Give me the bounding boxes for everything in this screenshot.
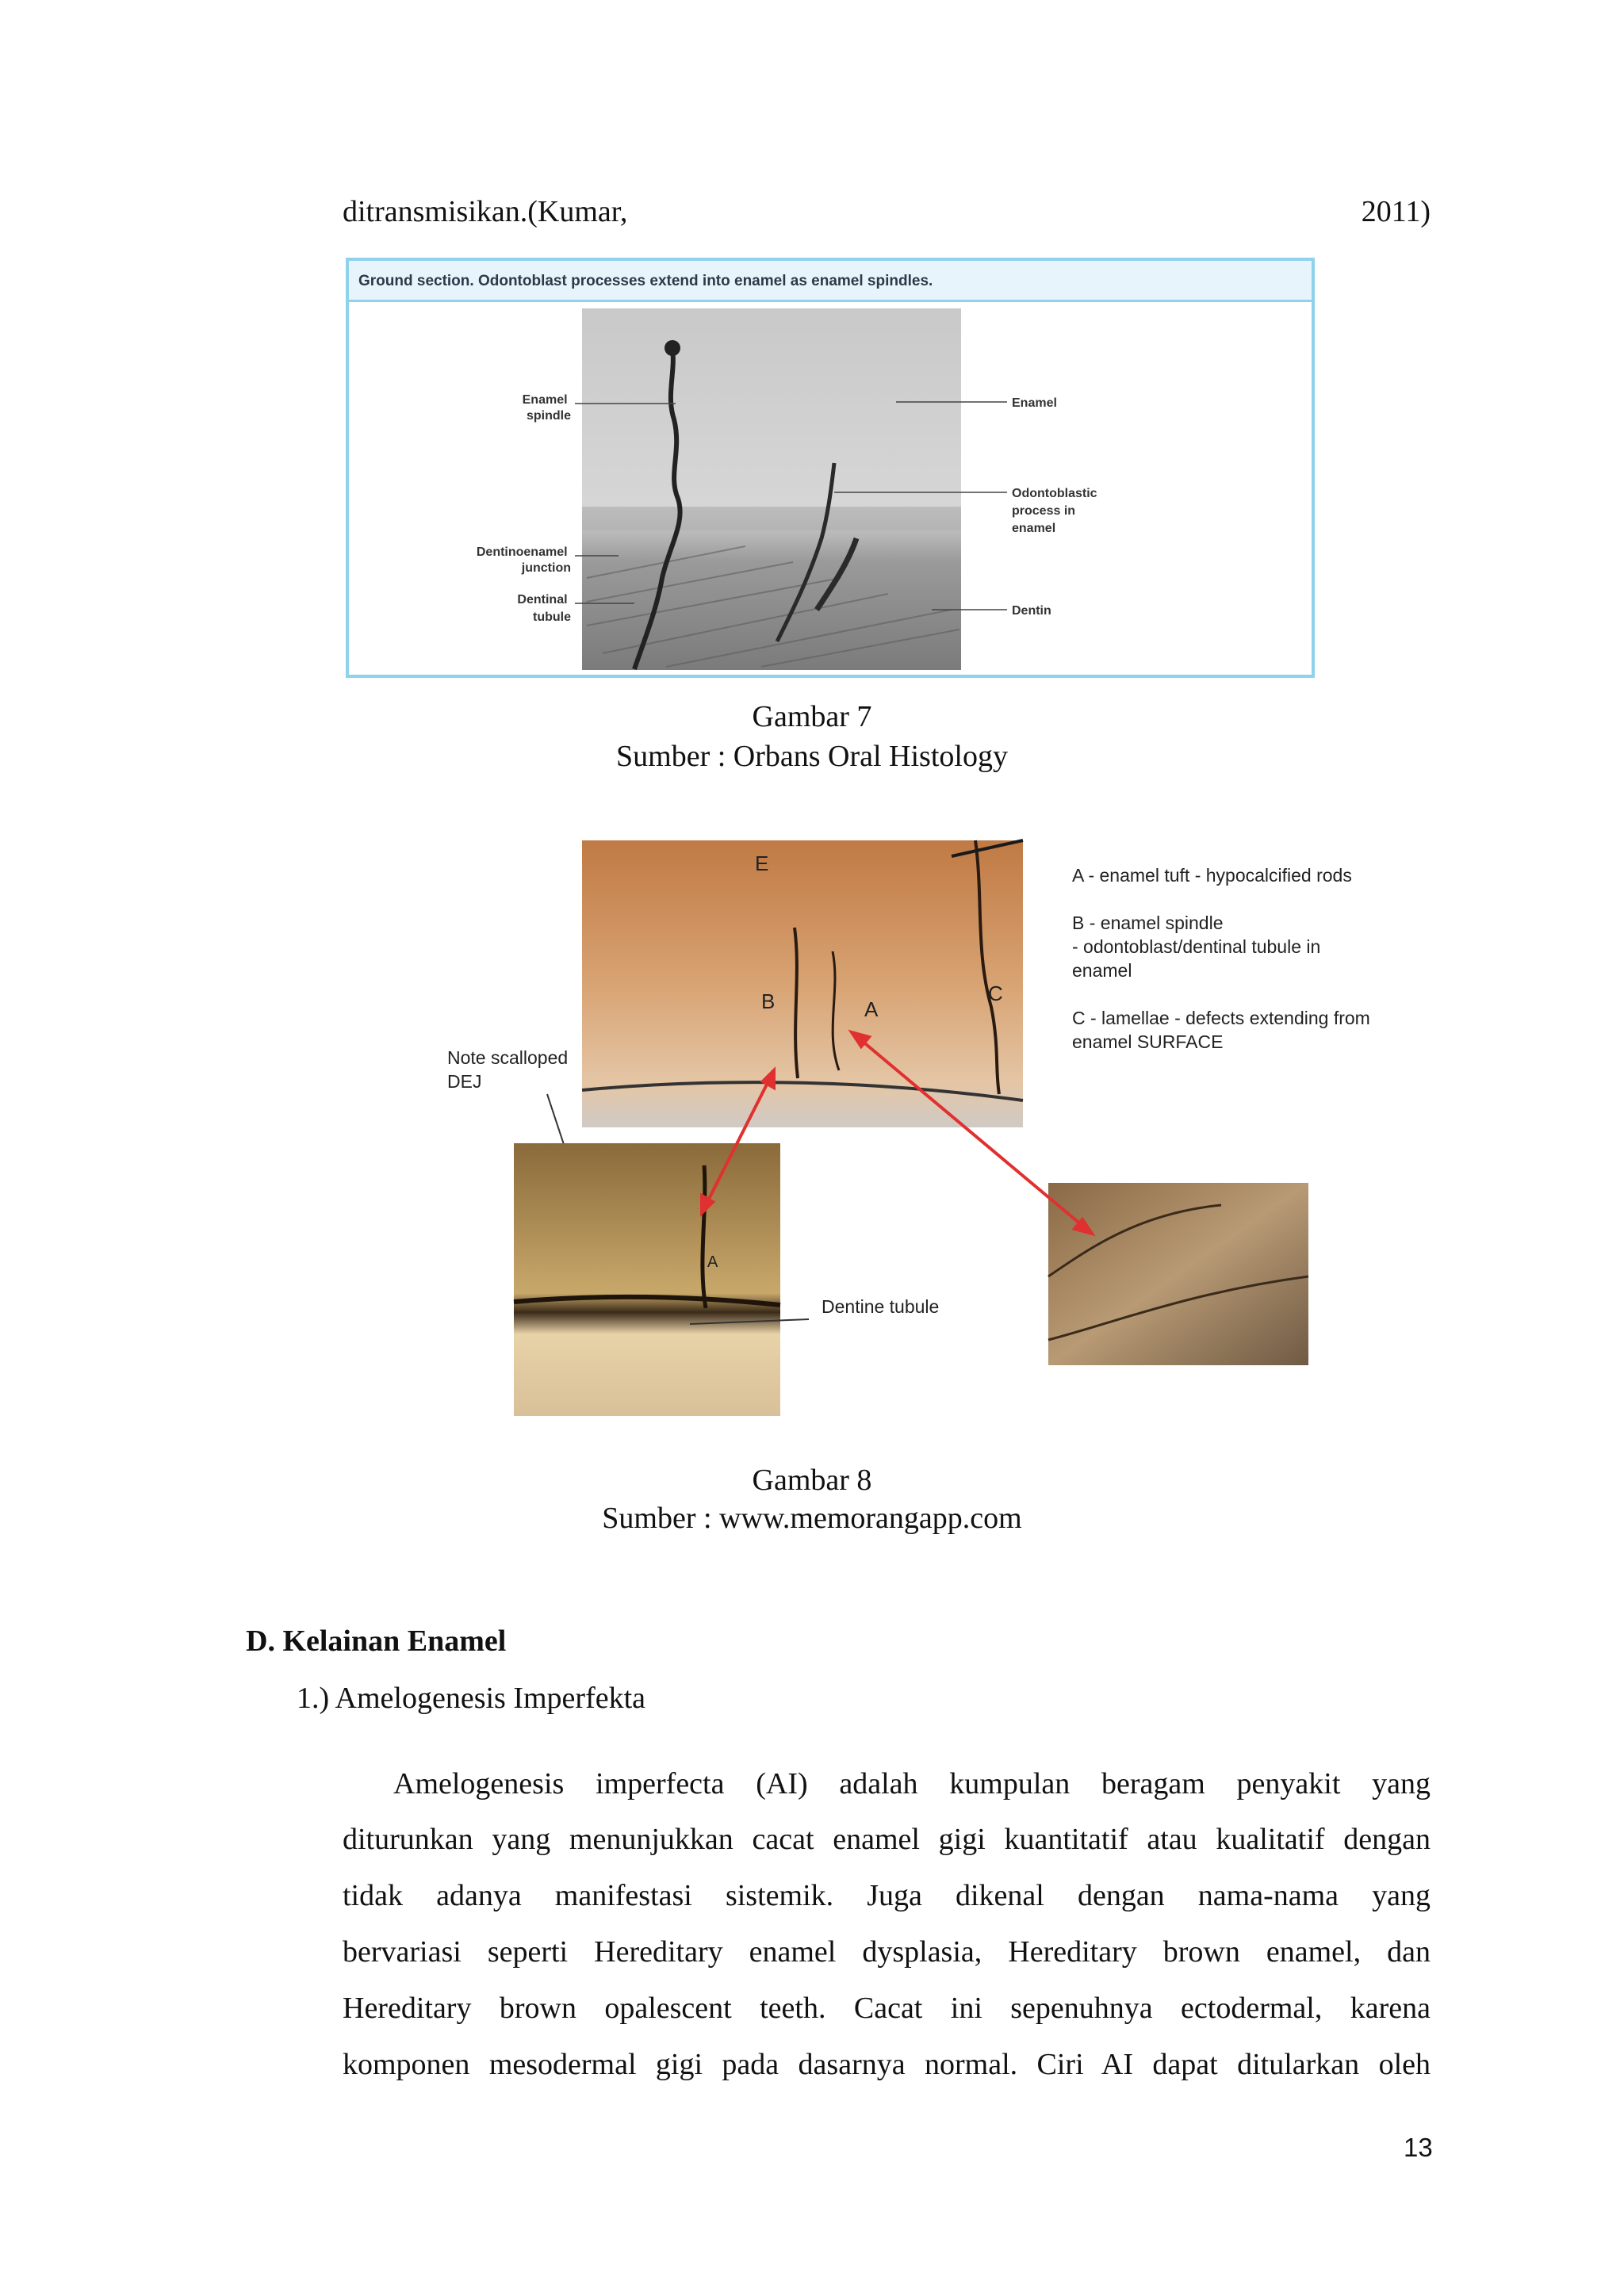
- inset-letter-a: A: [707, 1253, 718, 1271]
- paragraph-line: bervariasi seperti Hereditary enamel dysplasia, Hereditary brown enamel, dan: [343, 1935, 1431, 1969]
- letter-b: B: [761, 989, 776, 1013]
- letter-c: C: [988, 982, 1003, 1005]
- top-text-line: [343, 194, 1431, 234]
- top-line-citation-year: 2011): [1361, 195, 1431, 228]
- label-dentinal-tubule: Dentinal tubule: [517, 593, 571, 624]
- label-dej: Dentinoenamel junction: [476, 545, 571, 575]
- figure-7-caption-source: Sumber : Orbans Oral Histology: [616, 740, 1008, 773]
- dej-band: [582, 507, 961, 530]
- note-scalloped-dej: Note scalloped DEJ: [447, 1047, 569, 1092]
- section-heading: D. Kelainan Enamel: [246, 1624, 507, 1658]
- paragraph-line: tidak adanya manifestasi sistemik. Juga dikenal dengan nama-nama yang: [343, 1879, 1431, 1912]
- figure-8-caption-source: Sumber : www.memorangapp.com: [602, 1502, 1022, 1535]
- figure-8-right-inset: [1048, 1183, 1308, 1365]
- spindle-structure-main: [795, 928, 798, 1078]
- spindle-tip: [665, 340, 680, 356]
- legend-c: C - lamellae - defects extending from: [1072, 1008, 1370, 1028]
- label-dentine-tubule: Dentine tubule: [822, 1296, 940, 1317]
- figure-8-legend: [1072, 865, 1375, 1052]
- figure-8-left-inset: [514, 1143, 780, 1416]
- legend-b: B - enamel spindle: [1072, 913, 1224, 933]
- legend-a: A - enamel tuft - hypocalcified rods: [1072, 865, 1352, 886]
- label-odontoblastic-process: Odontoblastic process in enamel: [1012, 487, 1097, 535]
- letter-e: E: [755, 851, 769, 875]
- figure-7-illustration: [349, 261, 1312, 675]
- figure-7-caption-title: Gambar 7: [752, 700, 872, 733]
- paragraph-line: Hereditary brown opalescent teeth. Cacat ini sepenuhnya ectodermal, karena: [343, 1992, 1431, 2025]
- paragraph-line: Amelogenesis imperfecta (AI) adalah kumpulan beragam penyakit yang: [393, 1767, 1431, 1800]
- figure-7-header: Ground section. Odontoblast processes extend into enamel as enamel spindles.: [349, 261, 1312, 302]
- legend-b-detail-2: enamel: [1072, 960, 1132, 981]
- figure-7-panel: [346, 258, 1315, 678]
- legend-c-detail: enamel SURFACE: [1072, 1031, 1224, 1052]
- top-line-text: ditransmisikan.(Kumar,: [343, 195, 628, 228]
- paragraph-line: diturunkan yang menunjukkan cacat enamel gigi kuantitatif atau kualitatif dengan: [343, 1823, 1431, 1856]
- letter-a: A: [864, 997, 879, 1021]
- label-enamel-spindle: Enamel spindle: [522, 393, 571, 423]
- paragraph-line: komponen mesodermal gigi pada dasarnya normal. Ciri AI dapat ditularkan oleh: [343, 2048, 1431, 2081]
- legend-b-detail: - odontoblast/dentinal tubule in: [1072, 936, 1321, 957]
- label-enamel: Enamel: [1012, 396, 1057, 410]
- subsection-heading: 1.) Amelogenesis Imperfekta: [297, 1682, 646, 1715]
- figure-8-illustration: [428, 832, 1435, 1435]
- page-number: 13: [1404, 2133, 1433, 2162]
- label-dentin: Dentin: [1012, 604, 1051, 618]
- figure-8-caption-title: Gambar 8: [752, 1464, 872, 1497]
